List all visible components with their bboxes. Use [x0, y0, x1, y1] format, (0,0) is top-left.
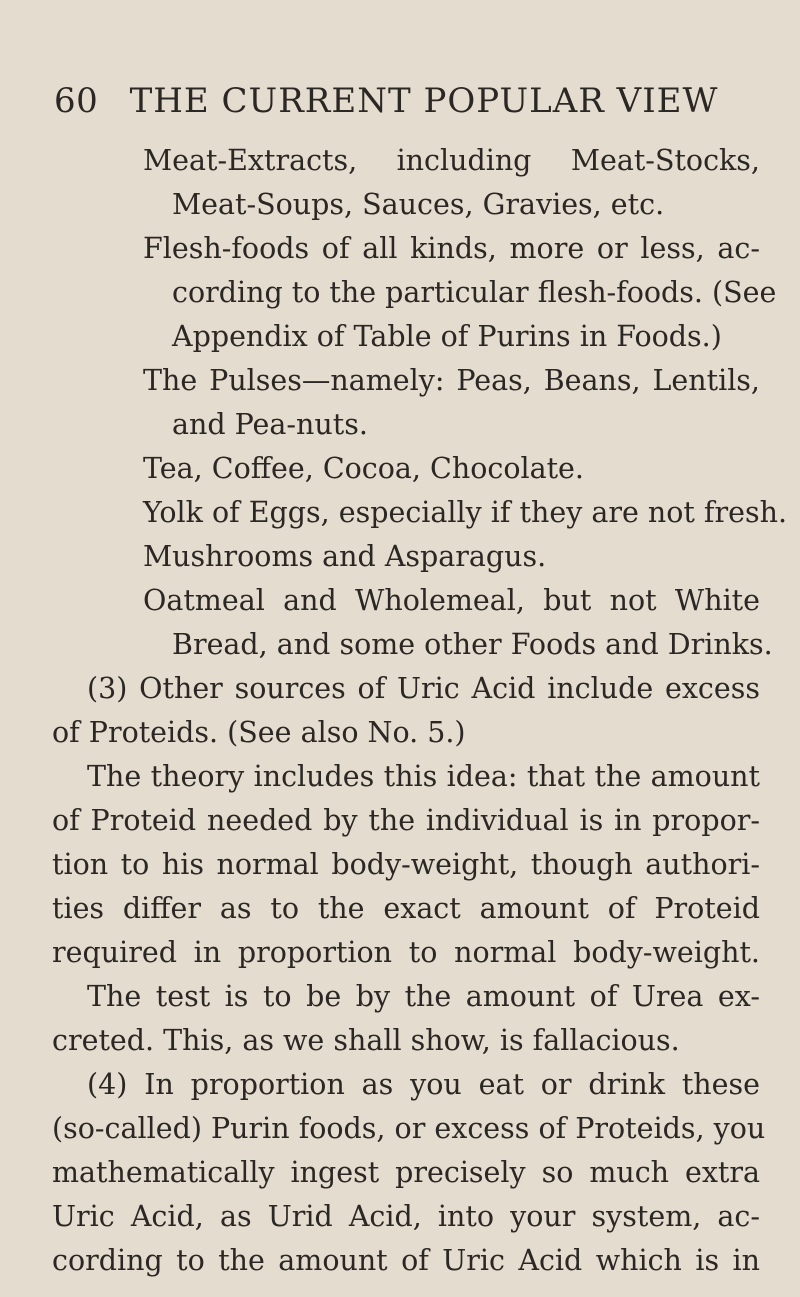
text-line: Oatmeal and Wholemeal, but not White	[143, 584, 760, 617]
text-line: Bread, and some other Foods and Drinks.	[172, 628, 773, 661]
text-line: of Proteid needed by the individual is in propor-	[52, 804, 760, 837]
text-line: Flesh-foods of all kinds, more or less, ac-	[143, 232, 760, 265]
text-line: mathematically ingest precisely so much extra	[52, 1156, 760, 1189]
text-line: (3) Other sources of Uric Acid include excess	[87, 672, 760, 705]
text-line: ties differ as to the exact amount of Proteid	[52, 892, 760, 925]
page-header	[54, 76, 774, 126]
running-title: THE CURRENT POPULAR VIEW	[129, 81, 719, 121]
text-line: Yolk of Eggs, especially if they are not fresh.	[143, 496, 788, 529]
text-line: cording to the amount of Uric Acid which is in	[52, 1244, 760, 1277]
text-line: tion to his normal body-weight, though authori-	[52, 848, 760, 881]
text-line: required in proportion to normal body-weight.	[52, 936, 760, 969]
text-line: (so-called) Purin foods, or excess of Proteids, you	[52, 1112, 766, 1145]
text-line: cording to the particular flesh-foods. (See	[172, 276, 777, 309]
text-line: creted. This, as we shall show, is fallacious.	[52, 1024, 680, 1057]
text-line: Mushrooms and Asparagus.	[143, 540, 547, 573]
text-line: Appendix of Table of Purins in Foods.)	[172, 320, 722, 353]
page-number: 60	[54, 81, 99, 121]
text-line: (4) In proportion as you eat or drink these	[87, 1068, 760, 1101]
text-line: and Pea-nuts.	[172, 408, 368, 441]
text-line: The test is to be by the amount of Urea ex-	[87, 980, 760, 1013]
text-line: Meat-Soups, Sauces, Gravies, etc.	[172, 188, 665, 221]
text-line: Meat-Extracts, including Meat-Stocks,	[143, 144, 760, 177]
text-line: The Pulses—namely: Peas, Beans, Lentils,	[143, 364, 760, 397]
text-line: Tea, Coffee, Cocoa, Chocolate.	[143, 452, 584, 485]
text-line: The theory includes this idea: that the amount	[87, 760, 760, 793]
text-line: of Proteids. (See also No. 5.)	[52, 716, 466, 749]
text-line: Uric Acid, as Urid Acid, into your system, ac-	[52, 1200, 760, 1233]
